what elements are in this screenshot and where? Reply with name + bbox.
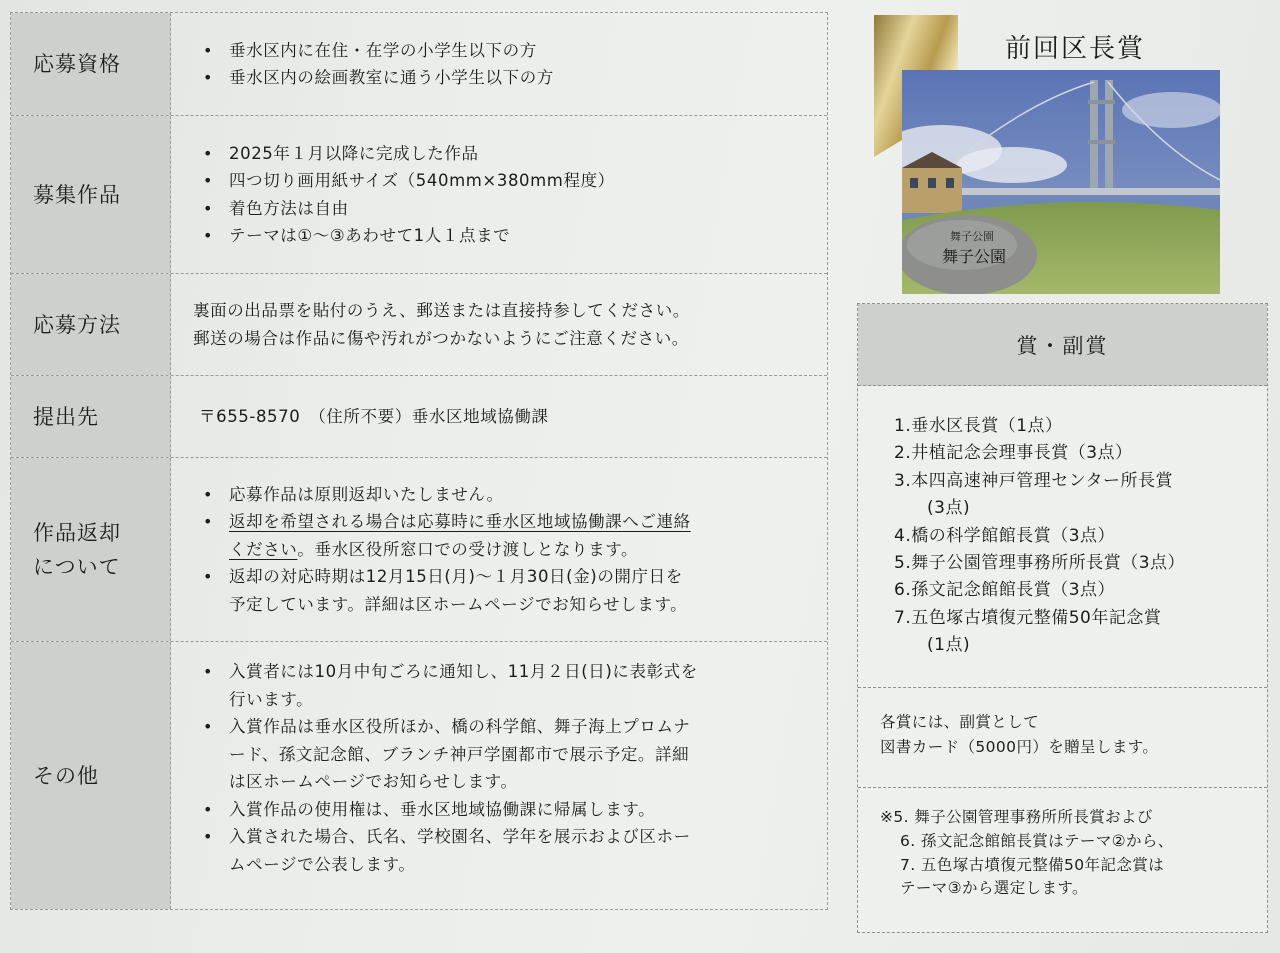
extra-prize-text: 各賞には、副賞として 図書カード（5000円）を贈呈します。: [858, 688, 1267, 788]
row-label: 作品返却 について: [11, 458, 171, 641]
list-item: • 入賞作品の使用権は、垂水区地域協働課に帰属します。: [201, 796, 827, 824]
row-destination: [11, 376, 827, 458]
list-item: 4.橋の科学館館長賞（3点）: [894, 525, 1116, 546]
row-label: 応募方法: [11, 274, 171, 375]
list-item: • 2025年１月以降に完成した作品: [201, 140, 827, 168]
list-item: • 垂水区内に在住・在学の小学生以下の方: [201, 37, 827, 65]
text-line: 裏面の出品票を貼付のうえ、郵送または直接持参してください。: [193, 300, 690, 320]
bullet-list: [201, 658, 827, 878]
list-item: 3.本四高速神戸管理センター所長賞: [894, 470, 1174, 491]
row-other: [11, 642, 827, 909]
list-item: • 返却の対応時期は12月15日(月)～１月30日(金)の開庁日を 予定しています。詳細は区ホームページでお知らせします。: [201, 563, 827, 618]
list-item: • 入賞された場合、氏名、学校園名、学年を展示および区ホー ムページで公表します。: [201, 823, 827, 878]
list-item: (1点): [927, 635, 971, 656]
list-item: 7.五色塚古墳復元整備50年記念賞: [894, 607, 1162, 628]
list-item: • 入賞作品は垂水区役所ほか、橋の科学館、舞子海上プロムナ ード、孫文記念館、ブランチ神戸学園都市で展示予定。詳細 は区ホームページでお知らせします。: [201, 713, 827, 796]
prize-box: [857, 303, 1268, 933]
list-item: 1.垂水区長賞（1点）: [894, 416, 1063, 436]
painting-text: 舞子公園: [950, 230, 994, 243]
prize-heading: 賞・副賞: [858, 304, 1267, 386]
address-text: 〒655-8570 （住所不要）垂水区地域協働課: [199, 406, 549, 426]
list-item: • 着色方法は自由: [201, 195, 827, 223]
info-table: [10, 12, 828, 910]
list-item: 5.舞子公園管理事務所所長賞（3点）: [894, 553, 1186, 574]
bullet-list: [201, 140, 827, 250]
row-eligibility: [11, 13, 827, 116]
list-item: • テーマは①～③あわせて1人１点まで: [201, 222, 827, 250]
list-item: • 入賞者には10月中旬ごろに通知し、11月２日(日)に表彰式を 行います。: [201, 658, 827, 713]
list-item: (3点): [927, 498, 971, 519]
list-item: 6.孫文記念館館長賞（3点）: [894, 580, 1116, 601]
list-item: • 垂水区内の絵画教室に通う小学生以下の方: [201, 64, 827, 92]
row-label: その他: [11, 642, 171, 909]
list-item: 2.井植記念会理事長賞（3点）: [894, 443, 1133, 464]
list-item: • 返却を希望される場合は応募時に垂水区地域協働課へご連絡 ください。垂水区役所窓口での受け渡しとなります。: [201, 508, 827, 563]
row-label: 応募資格: [11, 13, 171, 115]
award-painting: [902, 70, 1220, 294]
bullet-list: [201, 37, 827, 92]
bullet-list: [201, 481, 827, 619]
prize-list: [858, 386, 1267, 688]
text-line: 郵送の場合は作品に傷や汚れがつかないようにご注意ください。: [193, 328, 689, 348]
row-method: [11, 274, 827, 376]
row-artwork: [11, 116, 827, 274]
painting-text: 舞子公園: [942, 247, 1007, 266]
selection-note: ※5. 舞子公園管理事務所所長賞および 6. 孫文記念館館長賞はテーマ②から、 7. 五色塚古墳復元整備50年記念賞は テーマ③から選定します。: [880, 808, 1174, 898]
list-item: • 応募作品は原則返却いたしません。: [201, 481, 827, 509]
previous-award-title: 前回区長賞: [1005, 34, 1146, 64]
row-label: 募集作品: [11, 116, 171, 273]
row-label: 提出先: [11, 376, 171, 457]
row-return: [11, 458, 827, 642]
list-item: • 四つ切り画用紙サイズ（540mm×380mm程度）: [201, 167, 827, 195]
